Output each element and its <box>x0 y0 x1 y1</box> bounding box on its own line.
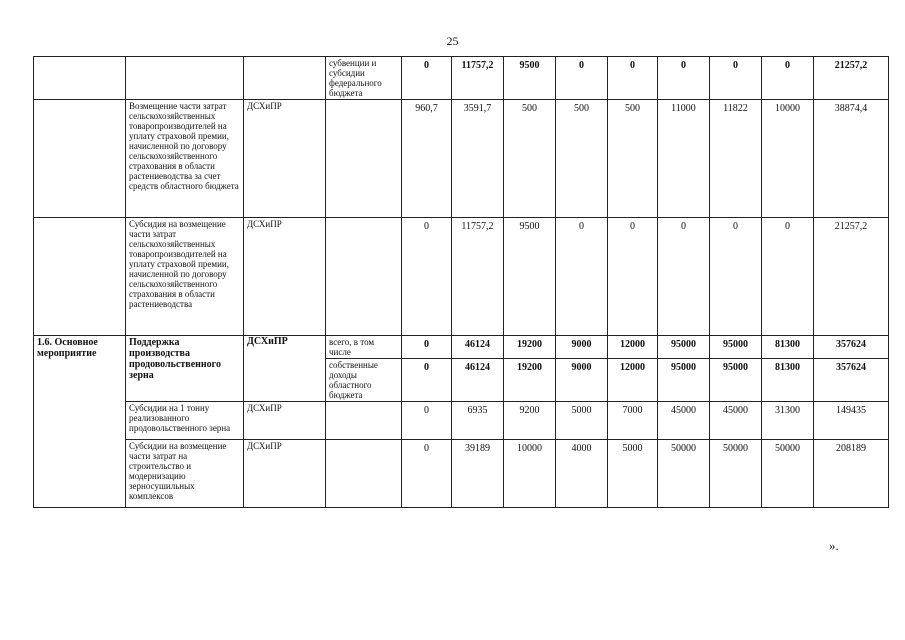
value-cell: 5000 <box>608 440 658 508</box>
value-cell: 4000 <box>556 440 608 508</box>
value-cell: 45000 <box>658 402 710 440</box>
value-cell: 95000 <box>710 359 762 402</box>
value-cell: 0 <box>710 57 762 100</box>
value-cell: 0 <box>762 218 814 336</box>
value-cell: 95000 <box>658 359 710 402</box>
table-row <box>34 440 889 508</box>
value-cell: 9200 <box>504 402 556 440</box>
value-cell: 500 <box>556 100 608 218</box>
event-cell <box>34 57 126 100</box>
executor-cell: ДСХиПР <box>244 218 326 336</box>
value-cell: 11757,2 <box>452 218 504 336</box>
value-cell: 0 <box>658 57 710 100</box>
value-cell: 0 <box>608 57 658 100</box>
total-cell: 357624 <box>814 336 889 359</box>
value-cell: 50000 <box>762 440 814 508</box>
value-cell: 46124 <box>452 359 504 402</box>
value-cell: 960,7 <box>402 100 452 218</box>
budget-table <box>33 56 889 508</box>
event-cell: 1.6. Основное мероприятие <box>34 336 126 508</box>
value-cell: 46124 <box>452 336 504 359</box>
name-cell: Субсидии на возмещение части затрат на строительство и модернизацию зерносушильных комплексов <box>126 440 244 508</box>
table-row <box>34 100 889 218</box>
value-cell: 11757,2 <box>452 57 504 100</box>
event-cell <box>34 100 126 218</box>
source-cell <box>326 218 402 336</box>
table-row <box>34 402 889 440</box>
value-cell: 45000 <box>710 402 762 440</box>
value-cell: 39189 <box>452 440 504 508</box>
value-cell: 7000 <box>608 402 658 440</box>
value-cell: 81300 <box>762 359 814 402</box>
value-cell: 9500 <box>504 218 556 336</box>
value-cell: 6935 <box>452 402 504 440</box>
total-cell: 21257,2 <box>814 57 889 100</box>
value-cell: 0 <box>402 359 452 402</box>
value-cell: 95000 <box>658 336 710 359</box>
event-cell <box>34 218 126 336</box>
page-number: 25 <box>446 34 459 48</box>
total-cell: 149435 <box>814 402 889 440</box>
closing-quote-mark: ». <box>829 538 839 553</box>
source-cell: собственные доходы областного бюджета <box>326 359 402 402</box>
value-cell: 50000 <box>710 440 762 508</box>
total-cell: 357624 <box>814 359 889 402</box>
value-cell: 50000 <box>658 440 710 508</box>
value-cell: 0 <box>710 218 762 336</box>
value-cell: 0 <box>402 218 452 336</box>
name-cell: Субсидии на 1 тонну реализованного продовольственного зерна <box>126 402 244 440</box>
value-cell: 95000 <box>710 336 762 359</box>
value-cell: 0 <box>608 218 658 336</box>
value-cell: 11000 <box>658 100 710 218</box>
executor-cell: ДСХиПР <box>244 336 326 402</box>
value-cell: 10000 <box>504 440 556 508</box>
value-cell: 10000 <box>762 100 814 218</box>
executor-cell: ДСХиПР <box>244 100 326 218</box>
value-cell: 19200 <box>504 359 556 402</box>
executor-cell: ДСХиПР <box>244 402 326 440</box>
value-cell: 12000 <box>608 359 658 402</box>
value-cell: 11822 <box>710 100 762 218</box>
total-cell: 21257,2 <box>814 218 889 336</box>
name-cell <box>126 57 244 100</box>
value-cell: 81300 <box>762 336 814 359</box>
value-cell: 0 <box>556 57 608 100</box>
value-cell: 0 <box>762 57 814 100</box>
table-row <box>34 57 889 100</box>
value-cell: 0 <box>556 218 608 336</box>
source-cell: субвенции и субсидии федерального бюджета <box>326 57 402 100</box>
value-cell: 0 <box>402 440 452 508</box>
value-cell: 5000 <box>556 402 608 440</box>
name-cell: Субсидия на возмещение части затрат сельскохозяйственных товаропроизводителей на уплату страховой премии, начисленной по договору сельскохозяйственного страхования в области растениеводства <box>126 218 244 336</box>
value-cell: 500 <box>608 100 658 218</box>
total-cell: 38874,4 <box>814 100 889 218</box>
value-cell: 9000 <box>556 336 608 359</box>
value-cell: 0 <box>402 57 452 100</box>
value-cell: 19200 <box>504 336 556 359</box>
executor-cell: ДСХиПР <box>244 440 326 508</box>
source-cell <box>326 440 402 508</box>
value-cell: 9000 <box>556 359 608 402</box>
value-cell: 3591,7 <box>452 100 504 218</box>
value-cell: 9500 <box>504 57 556 100</box>
value-cell: 0 <box>658 218 710 336</box>
table-row <box>34 218 889 336</box>
value-cell: 0 <box>402 402 452 440</box>
name-cell: Возмещение части затрат сельскохозяйственных товаропроизводителей на уплату страховой премии, начисленной по договору сельскохозяйственного страхования в области растениеводства за счет средств областного бюджета <box>126 100 244 218</box>
value-cell: 12000 <box>608 336 658 359</box>
source-cell <box>326 402 402 440</box>
total-cell: 208189 <box>814 440 889 508</box>
source-cell <box>326 100 402 218</box>
source-cell: всего, в том числе <box>326 336 402 359</box>
table-row <box>34 336 889 359</box>
value-cell: 500 <box>504 100 556 218</box>
executor-cell <box>244 57 326 100</box>
value-cell: 31300 <box>762 402 814 440</box>
name-cell: Поддержка производства продовольственного зерна <box>126 336 244 402</box>
value-cell: 0 <box>402 336 452 359</box>
